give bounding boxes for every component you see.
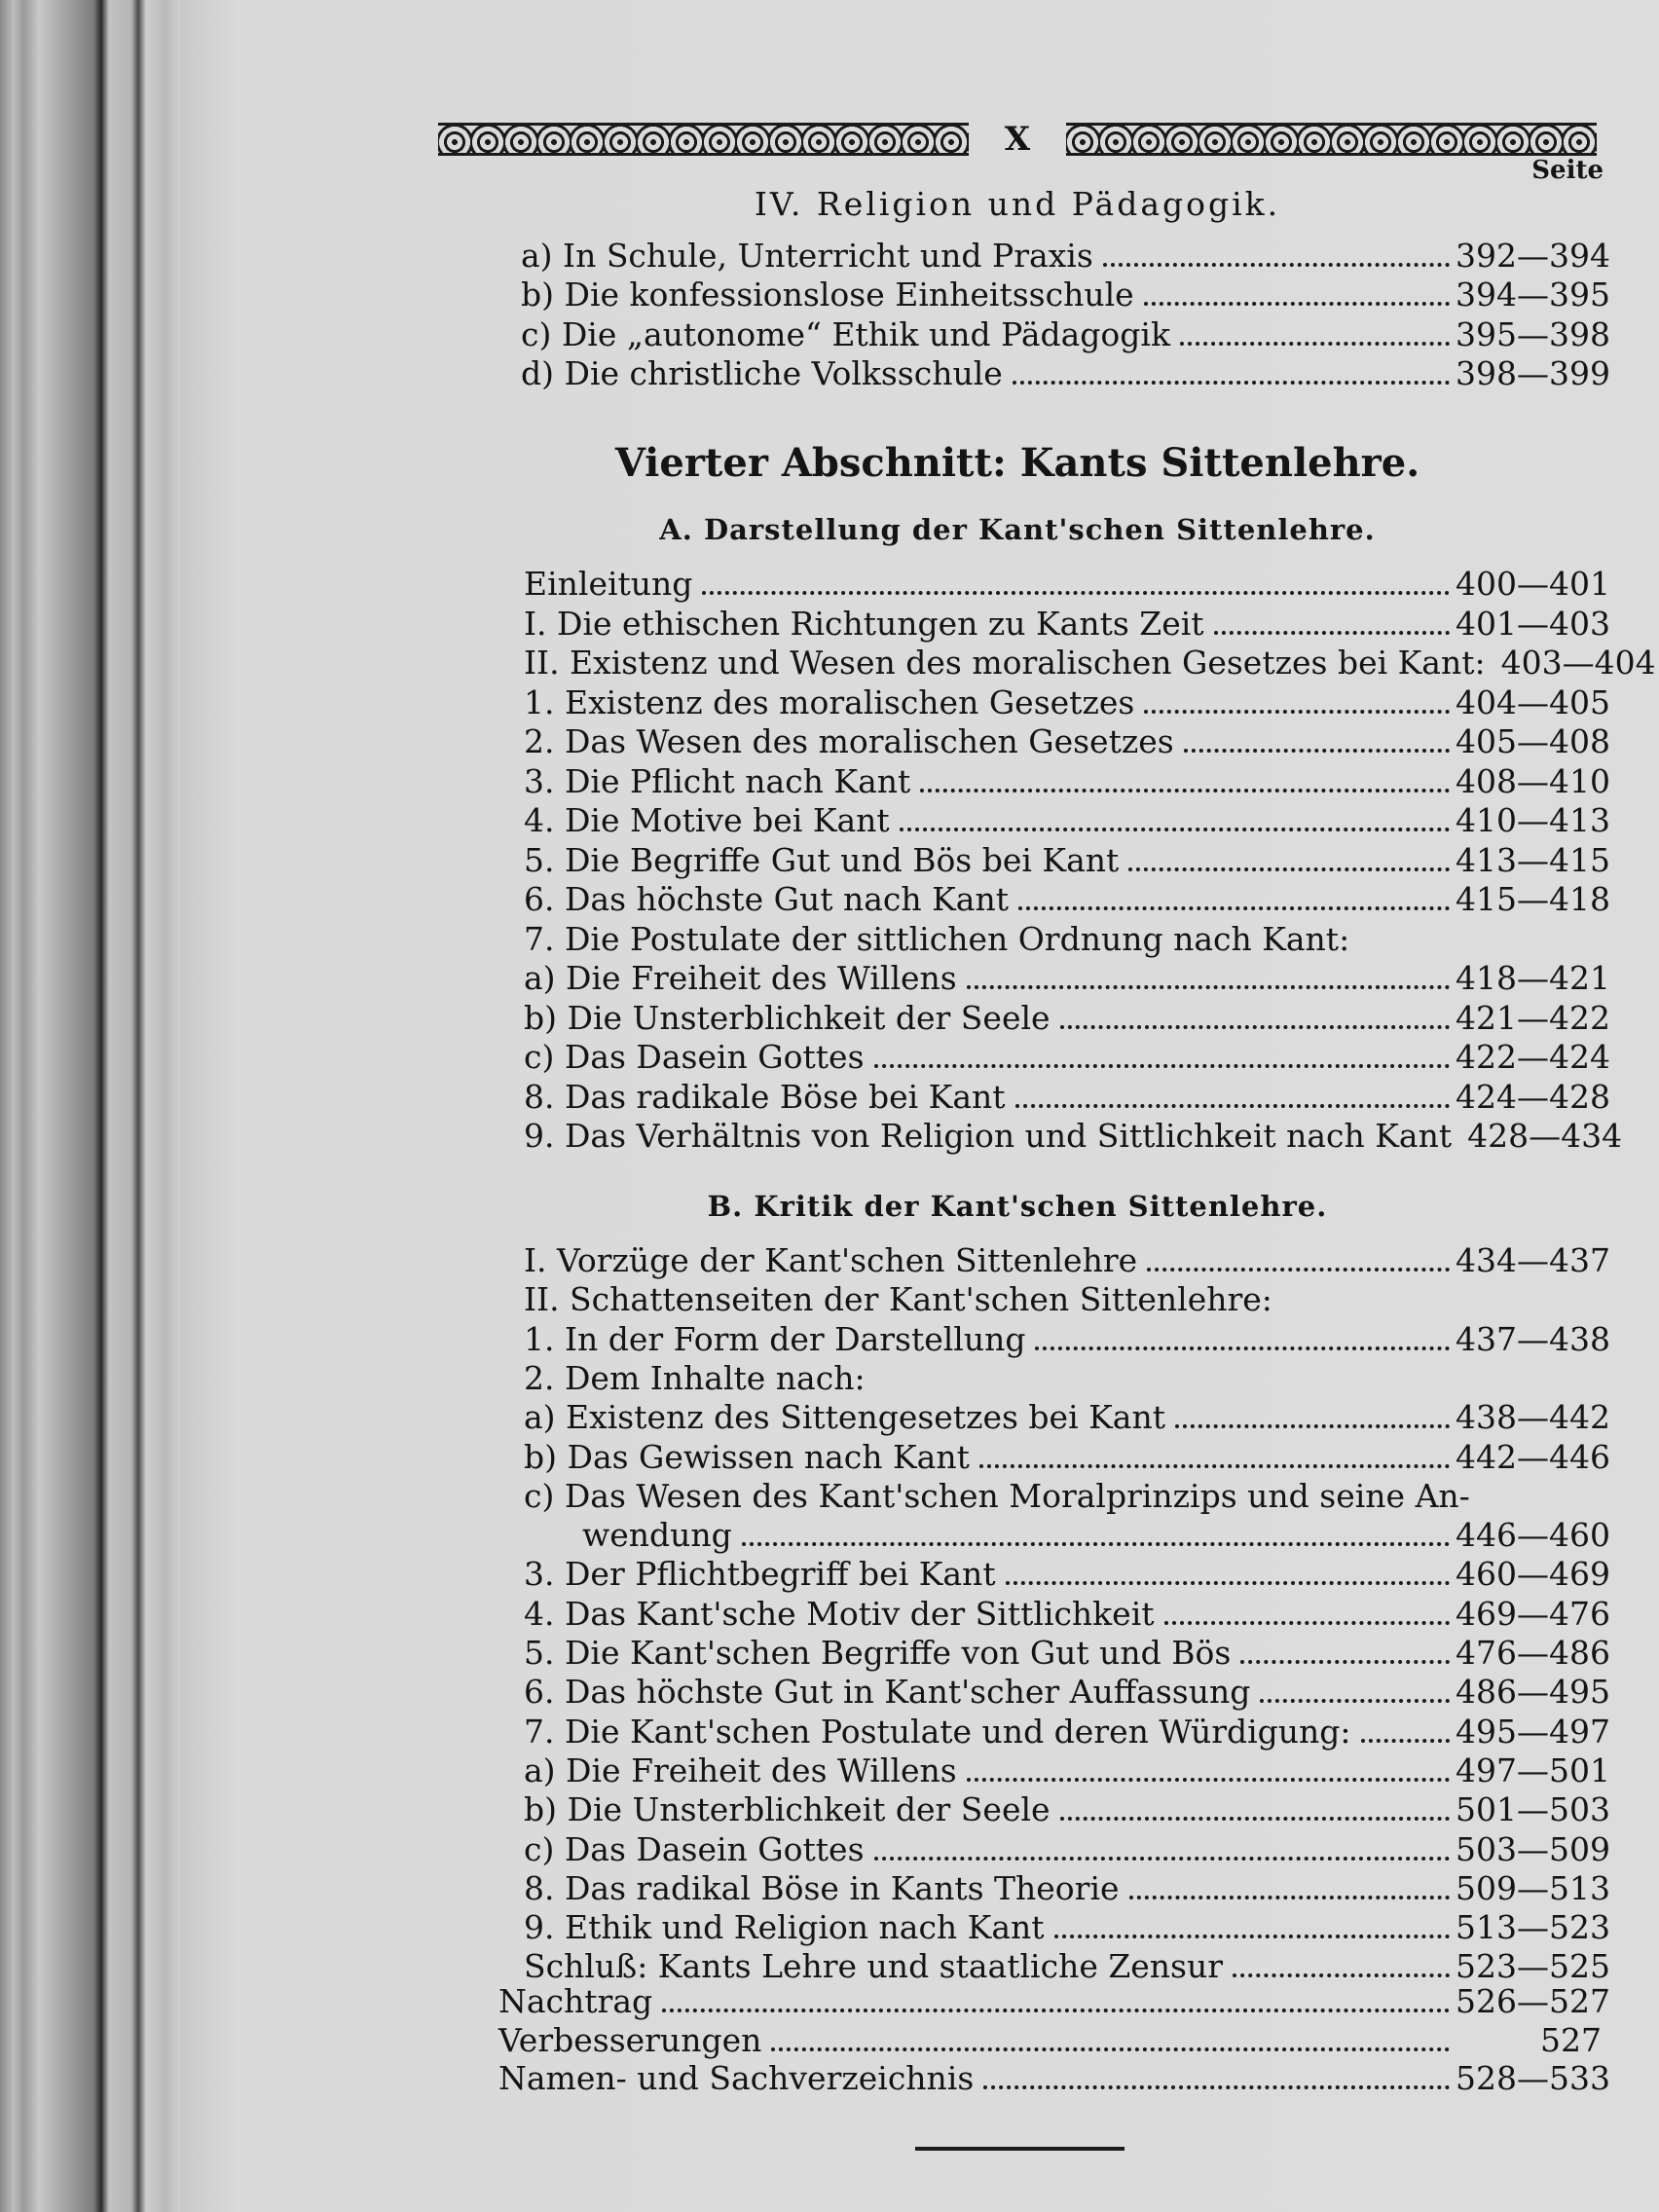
toc-entry-pages: 509—513 bbox=[1456, 1869, 1610, 1907]
toc-entry-label: 1. Existenz des moralischen Gesetzes bbox=[524, 683, 1135, 721]
closing-rule bbox=[915, 2147, 1124, 2151]
toc-entry-pages: 495—497 bbox=[1456, 1713, 1610, 1751]
toc-entry bbox=[521, 276, 1610, 314]
toc-entry bbox=[524, 722, 1610, 761]
dot-leader bbox=[1175, 1424, 1450, 1428]
toc-entry bbox=[524, 1713, 1610, 1751]
toc-entry-label: 3. Der Pflichtbegriff bei Kant bbox=[524, 1555, 996, 1593]
toc-entry bbox=[524, 1359, 1602, 1398]
dot-leader bbox=[967, 985, 1450, 989]
ornament-right bbox=[1066, 123, 1597, 156]
toc-entry-pages: 523—525 bbox=[1456, 1947, 1610, 1985]
toc-entry-label: b) Das Gewissen nach Kant bbox=[524, 1438, 970, 1476]
toc-entry-pages: 528—533 bbox=[1456, 2059, 1610, 2097]
toc-entry bbox=[524, 1117, 1623, 1156]
toc-entry-pages: 526—527 bbox=[1456, 1982, 1610, 2020]
toc-entry-label: I. Die ethischen Richtungen zu Kants Zeit bbox=[524, 605, 1204, 643]
toc-entry-pages: 424—428 bbox=[1456, 1078, 1610, 1116]
dot-leader bbox=[702, 591, 1450, 595]
toc-entry-pages: 403—404 bbox=[1500, 644, 1656, 682]
toc-entry bbox=[524, 1673, 1610, 1712]
toc-entry bbox=[524, 1634, 1610, 1673]
dot-leader bbox=[979, 1464, 1450, 1468]
dot-leader bbox=[967, 1778, 1450, 1782]
toc-entry-label: 1. In der Form der Darstellung bbox=[524, 1320, 1026, 1358]
toc-entry-pages: 486—495 bbox=[1456, 1673, 1610, 1711]
toc-entry-pages: 428—434 bbox=[1467, 1117, 1623, 1155]
toc-entry-label: 2. Das Wesen des moralischen Gesetzes bbox=[524, 722, 1174, 760]
ornament-left bbox=[438, 123, 969, 156]
toc-entry bbox=[524, 605, 1610, 644]
toc-entry-label: 6. Das höchste Gut nach Kant bbox=[524, 880, 1009, 918]
toc-entry bbox=[521, 237, 1610, 276]
toc-entry-pages: 446—460 bbox=[1456, 1516, 1610, 1554]
toc-entry-label: 9. Das Verhältnis von Religion und Sittlichkeit nach Kant bbox=[524, 1117, 1453, 1155]
toc-entry-label: 6. Das höchste Gut in Kant'scher Auffassung bbox=[524, 1673, 1251, 1711]
toc-entry-pages: 513—523 bbox=[1456, 1908, 1610, 1946]
toc-entry-pages: 394—395 bbox=[1456, 276, 1610, 313]
dot-leader bbox=[1128, 867, 1450, 871]
toc-entry-pages: 400—401 bbox=[1456, 565, 1610, 603]
toc-entry bbox=[524, 1241, 1610, 1280]
toc-entry bbox=[524, 880, 1610, 919]
toc-entry-pages: 415—418 bbox=[1456, 880, 1610, 918]
toc-entry-label: 5. Die Begriffe Gut und Bös bei Kant bbox=[524, 841, 1120, 879]
dot-leader bbox=[1015, 1104, 1450, 1108]
toc-entry-label: a) Die Freiheit des Willens bbox=[524, 1751, 957, 1789]
dot-leader bbox=[1184, 749, 1450, 753]
toc-entry bbox=[524, 1908, 1610, 1947]
toc-entry bbox=[524, 1477, 1602, 1516]
dot-leader bbox=[874, 1857, 1450, 1861]
dot-leader bbox=[874, 1064, 1450, 1068]
toc-entry-label: I. Vorzüge der Kant'schen Sittenlehre bbox=[524, 1241, 1138, 1279]
subsection-heading-b: B. Kritik der Kant'schen Sittenlehre. bbox=[707, 1190, 1328, 1223]
toc-entry-pages: 392—394 bbox=[1456, 237, 1610, 275]
dot-leader bbox=[742, 1542, 1450, 1546]
toc-entry bbox=[524, 644, 1656, 682]
toc-entry-pages: 469—476 bbox=[1456, 1595, 1610, 1633]
toc-entry-label: II. Existenz und Wesen des moralischen Gesetzes bei Kant: bbox=[524, 644, 1486, 682]
toc-entry-label: b) Die Unsterblichkeit der Seele bbox=[524, 999, 1051, 1037]
toc-entry-label: 7. Die Postulate der sittlichen Ordnung nach Kant: bbox=[524, 920, 1350, 958]
dot-leader bbox=[1060, 1025, 1450, 1029]
subsection-heading-a: A. Darstellung der Kant'schen Sittenlehre. bbox=[659, 513, 1376, 546]
toc-entry bbox=[524, 1830, 1610, 1869]
dot-leader bbox=[662, 2009, 1450, 2012]
toc-entry-pages: 421—422 bbox=[1456, 999, 1610, 1037]
toc-entry-label: a) In Schule, Unterricht und Praxis bbox=[521, 237, 1093, 275]
toc-entry-pages: 497—501 bbox=[1456, 1751, 1610, 1789]
toc-entry bbox=[521, 315, 1610, 354]
toc-entry-pages: 442—446 bbox=[1456, 1438, 1610, 1476]
toc-entry bbox=[524, 762, 1610, 801]
dot-leader bbox=[920, 789, 1450, 793]
toc-entry-pages: 527 bbox=[1540, 2021, 1602, 2059]
dot-leader bbox=[1233, 1973, 1450, 1977]
dot-leader bbox=[1060, 1817, 1450, 1821]
dot-leader bbox=[1054, 1935, 1450, 1938]
toc-entry-pages: 437—438 bbox=[1456, 1320, 1610, 1358]
dot-leader bbox=[1164, 1621, 1450, 1625]
toc-entry-label: Nachtrag bbox=[498, 1982, 653, 2020]
dot-leader bbox=[1214, 631, 1450, 635]
toc-entry bbox=[524, 841, 1610, 880]
toc-entry bbox=[524, 1947, 1610, 1986]
toc-entry-label: 9. Ethik und Religion nach Kant bbox=[524, 1908, 1045, 1946]
dot-leader bbox=[1144, 302, 1450, 306]
toc-entry bbox=[524, 1790, 1610, 1829]
toc-entry bbox=[524, 565, 1610, 604]
toc-entry-pages: 476—486 bbox=[1456, 1634, 1610, 1672]
toc-entry-label: Schluß: Kants Lehre und staatliche Zensur bbox=[524, 1947, 1224, 1985]
toc-entry-pages: 501—503 bbox=[1456, 1790, 1610, 1828]
toc-entry bbox=[524, 1595, 1610, 1634]
dot-leader bbox=[1103, 263, 1450, 267]
dot-leader bbox=[983, 2085, 1450, 2089]
toc-entry-pages: 401—403 bbox=[1456, 605, 1610, 643]
toc-entry bbox=[524, 683, 1610, 722]
toc-entry-label: 7. Die Kant'schen Postulate und deren Würdigung: bbox=[524, 1713, 1351, 1751]
toc-entry-label: 2. Dem Inhalte nach: bbox=[524, 1359, 866, 1397]
section-heading: IV. Religion und Pädagogik. bbox=[754, 185, 1281, 223]
dot-leader bbox=[1018, 906, 1450, 910]
dot-leader bbox=[1006, 1581, 1450, 1585]
dot-leader bbox=[1147, 1268, 1450, 1272]
dot-leader bbox=[1361, 1739, 1450, 1743]
page-number: X bbox=[1004, 120, 1031, 159]
dot-leader bbox=[771, 2047, 1450, 2051]
toc-entry-pages: 405—408 bbox=[1456, 722, 1610, 760]
toc-entry-label: b) Die Unsterblichkeit der Seele bbox=[524, 1790, 1051, 1828]
toc-entry-pages: 418—421 bbox=[1456, 959, 1610, 997]
toc-entry-label: 3. Die Pflicht nach Kant bbox=[524, 762, 911, 800]
toc-entry-label: a) Existenz des Sittengesetzes bei Kant bbox=[524, 1398, 1165, 1436]
toc-entry bbox=[524, 1398, 1610, 1437]
toc-entry bbox=[498, 2021, 1602, 2060]
toc-entry bbox=[524, 1438, 1610, 1477]
toc-entry bbox=[524, 1038, 1610, 1077]
toc-entry-pages: 438—442 bbox=[1456, 1398, 1610, 1436]
toc-entry-label: c) Die „autonome“ Ethik und Pädagogik bbox=[521, 315, 1170, 353]
toc-entry-label: c) Das Wesen des Kant'schen Moralprinzips und seine An- bbox=[524, 1477, 1470, 1515]
toc-entry-label: Namen- und Sachverzeichnis bbox=[498, 2059, 975, 2097]
toc-entry-pages: 395—398 bbox=[1456, 315, 1610, 353]
toc-entry bbox=[524, 1078, 1610, 1117]
toc-entry-label: 4. Die Motive bei Kant bbox=[524, 801, 890, 839]
dot-leader bbox=[1240, 1660, 1450, 1664]
toc-entry-label: II. Schattenseiten der Kant'schen Sittenlehre: bbox=[524, 1280, 1272, 1318]
dot-leader bbox=[1129, 1896, 1450, 1899]
toc-entry bbox=[521, 354, 1610, 393]
page-header bbox=[438, 115, 1597, 164]
dot-leader bbox=[1013, 381, 1450, 385]
toc-entry-label: c) Das Dasein Gottes bbox=[524, 1038, 865, 1076]
toc-entry-pages: 422—424 bbox=[1456, 1038, 1610, 1076]
dot-leader bbox=[1144, 710, 1450, 714]
toc-entry bbox=[498, 2059, 1610, 2098]
toc-entry bbox=[524, 1555, 1610, 1594]
toc-entry bbox=[524, 801, 1610, 840]
toc-entry bbox=[524, 999, 1610, 1038]
dot-leader bbox=[1035, 1346, 1450, 1350]
toc-entry-pages: 398—399 bbox=[1456, 354, 1610, 392]
toc-entry-pages: 503—509 bbox=[1456, 1830, 1610, 1868]
column-label: Seite bbox=[1531, 156, 1604, 185]
dot-leader bbox=[1260, 1699, 1450, 1703]
toc-entry-label: Einleitung bbox=[524, 565, 693, 603]
toc-entry bbox=[524, 1280, 1602, 1319]
toc-entry-label: a) Die Freiheit des Willens bbox=[524, 959, 957, 997]
toc-entry-pages: 410—413 bbox=[1456, 801, 1610, 839]
toc-entry-label: 8. Das radikal Böse in Kants Theorie bbox=[524, 1869, 1120, 1907]
toc-entry-label: c) Das Dasein Gottes bbox=[524, 1830, 865, 1868]
toc-entry-pages: 404—405 bbox=[1456, 683, 1610, 721]
toc-entry bbox=[582, 1516, 1610, 1555]
dot-leader bbox=[1180, 342, 1450, 346]
toc-entry-label: wendung bbox=[582, 1516, 732, 1554]
toc-entry-label: 8. Das radikale Böse bei Kant bbox=[524, 1078, 1006, 1116]
toc-entry-pages: 413—415 bbox=[1456, 841, 1610, 879]
toc-entry-label: d) Die christliche Volksschule bbox=[521, 354, 1003, 392]
toc-entry bbox=[498, 1982, 1610, 2021]
toc-entry bbox=[524, 959, 1610, 998]
toc-entry bbox=[524, 1869, 1610, 1908]
book-binding bbox=[0, 0, 180, 2212]
dot-leader bbox=[900, 828, 1450, 831]
toc-entry bbox=[524, 1751, 1610, 1790]
toc-entry bbox=[524, 920, 1602, 959]
toc-entry-label: 5. Die Kant'schen Begriffe von Gut und Bös bbox=[524, 1634, 1232, 1672]
toc-entry-pages: 408—410 bbox=[1456, 762, 1610, 800]
toc-entry bbox=[524, 1320, 1610, 1359]
toc-entry-pages: 460—469 bbox=[1456, 1555, 1610, 1593]
toc-entry-label: b) Die konfessionslose Einheitsschule bbox=[521, 276, 1134, 313]
toc-entry-pages: 434—437 bbox=[1456, 1241, 1610, 1279]
chapter-heading: Vierter Abschnitt: Kants Sittenlehre. bbox=[614, 440, 1420, 486]
toc-entry-label: Verbesserungen bbox=[498, 2021, 762, 2059]
toc-entry-label: 4. Das Kant'sche Motiv der Sittlichkeit bbox=[524, 1595, 1155, 1633]
